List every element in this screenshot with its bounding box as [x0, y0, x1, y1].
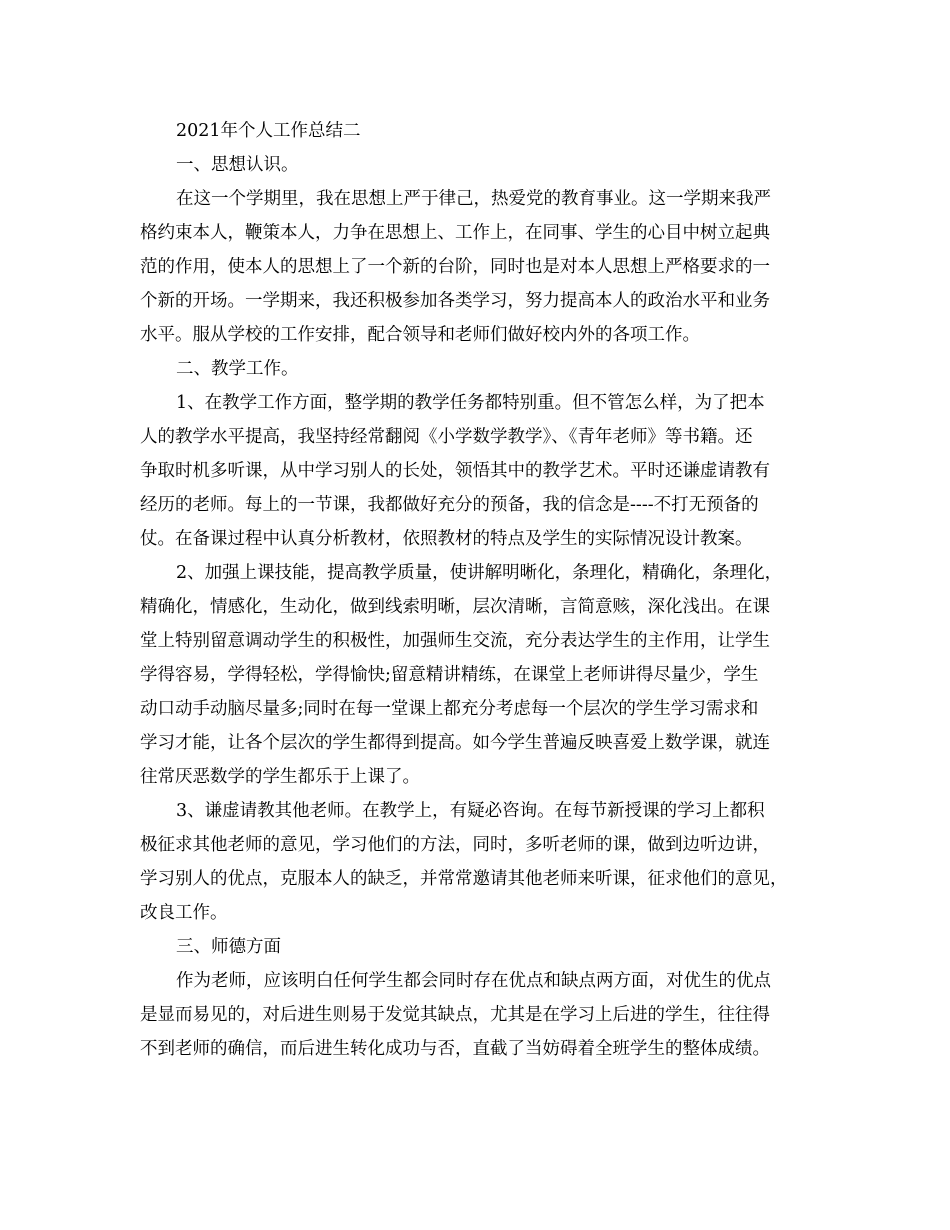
section-heading: 一、思想认识。 [176, 155, 299, 175]
paragraph-line: 往常厌恶数学的学生都乐于上课了。 [140, 767, 420, 787]
paragraph-line: 在这一个学期里，我在思想上严于律己，热爱党的教育事业。这一学期来我严 [176, 189, 771, 209]
document-body [140, 114, 813, 1066]
paragraph-line: 学习才能，让各个层次的学生都得到提高。如今学生普遍反映喜爱上数学课，就连 [140, 733, 770, 753]
document-title: 2021年个人工作总结二 [176, 121, 361, 141]
paragraph-line: 水平。服从学校的工作安排，配合领导和老师们做好校内外的各项工作。 [140, 325, 700, 345]
paragraph-line: 动口动手动脑尽量多;同时在每一堂课上都充分考虑每一个层次的学生学习需求和 [140, 699, 759, 719]
paragraph-line: 争取时机多听课，从中学习别人的长处，领悟其中的教学艺术。平时还谦虚请教有 [140, 461, 770, 481]
paragraph-line: 精确化，情感化，生动化，做到线索明晰，层次清晰，言简意赅，深化浅出。在课 [140, 597, 770, 617]
paragraph-line: 不到老师的确信，而后进生转化成功与否，直截了当妨碍着全班学生的整体成绩。 [140, 1039, 770, 1059]
section-heading: 三、师德方面 [176, 937, 281, 957]
paragraph-line: 学得容易，学得轻松，学得愉快;留意精讲精练，在课堂上老师讲得尽量少，学生 [140, 665, 759, 685]
paragraph-line: 改良工作。 [140, 903, 228, 923]
paragraph-line: 经历的老师。每上的一节课，我都做好充分的预备，我的信念是----不打无预备的 [140, 495, 759, 515]
paragraph-line: 仗。在备课过程中认真分析教材，依照教材的特点及学生的实际情况设计教案。 [140, 529, 753, 549]
paragraph-line: 2、加强上课技能，提高教学质量，使讲解明晰化，条理化，精确化，条理化， [176, 563, 783, 583]
paragraph-line: 3、谦虚请教其他老师。在教学上，有疑必咨询。在每节新授课的学习上都积 [176, 801, 765, 821]
paragraph-line: 格约束本人，鞭策本人，力争在思想上、工作上，在同事、学生的心目中树立起典 [140, 223, 770, 243]
paragraph-line: 个新的开场。一学期来，我还积极参加各类学习，努力提高本人的政治水平和业务 [140, 291, 770, 311]
paragraph-line: 作为老师，应该明白任何学生都会同时存在优点和缺点两方面，对优生的优点 [176, 971, 771, 991]
paragraph-line: 1、在教学工作方面，整学期的教学任务都特别重。但不管怎么样，为了把本 [176, 393, 765, 413]
paragraph-line: 学习别人的优点，克服本人的缺乏，并常常邀请其他老师来听课，征求他们的意见， [140, 869, 788, 889]
paragraph-line: 堂上特别留意调动学生的积极性，加强师生交流，充分表达学生的主作用，让学生 [140, 631, 770, 651]
paragraph-line: 是显而易见的，对后进生则易于发觉其缺点，尤其是在学习上后进的学生，往往得 [140, 1005, 770, 1025]
paragraph-line: 人的教学水平提高，我坚持经常翻阅《小学数学教学》、《青年老师》等书籍。还 [140, 427, 753, 447]
section-heading: 二、教学工作。 [176, 359, 299, 379]
paragraph-line: 极征求其他老师的意见，学习他们的方法，同时，多听老师的课，做到边听边讲， [140, 835, 770, 855]
paragraph-line: 范的作用，使本人的思想上了一个新的台阶，同时也是对本人思想上严格要求的一 [140, 257, 770, 277]
